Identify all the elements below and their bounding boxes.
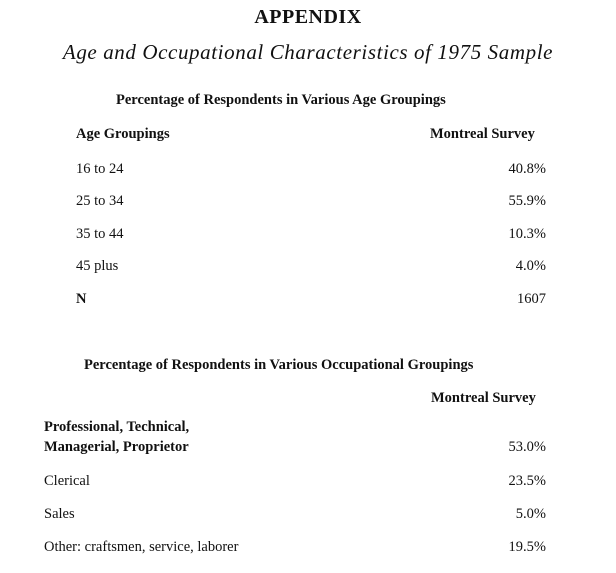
age-row-label-n: N	[76, 291, 87, 307]
age-table-title: Percentage of Respondents in Various Age Groupings	[116, 92, 446, 108]
age-row-value: 4.0%	[515, 258, 546, 274]
age-row-label: 35 to 44	[76, 226, 124, 242]
occ-row-label-line1: Professional, Technical,	[44, 419, 190, 435]
age-row-value-n: 1607	[517, 291, 546, 307]
occ-row-label: Sales	[44, 506, 75, 522]
occ-row-label: Clerical	[44, 473, 90, 489]
age-row-label: 16 to 24	[76, 161, 124, 177]
age-col-header: Age Groupings	[76, 126, 170, 142]
occ-row-label-line2: Managerial, Proprietor	[44, 439, 189, 455]
age-row-label: 25 to 34	[76, 193, 124, 209]
age-row-value: 10.3%	[508, 226, 546, 242]
occ-row-value: 23.5%	[508, 473, 546, 489]
occ-row-value: 53.0%	[508, 439, 546, 455]
occ-value-col-header: Montreal Survey	[431, 390, 536, 406]
age-row-value: 40.8%	[508, 161, 546, 177]
occ-row-value: 19.5%	[508, 539, 546, 555]
age-value-col-header: Montreal Survey	[430, 126, 535, 142]
appendix-heading: APPENDIX	[254, 6, 362, 28]
occ-row-label: Other: craftsmen, service, laborer	[44, 539, 239, 555]
occ-table-title: Percentage of Respondents in Various Occupational Groupings	[84, 357, 474, 373]
age-row-value: 55.9%	[508, 193, 546, 209]
age-row-label: 45 plus	[76, 258, 119, 274]
occ-row-value: 5.0%	[515, 506, 546, 522]
appendix-subtitle: Age and Occupational Characteristics of 1975 Sample	[62, 40, 554, 64]
